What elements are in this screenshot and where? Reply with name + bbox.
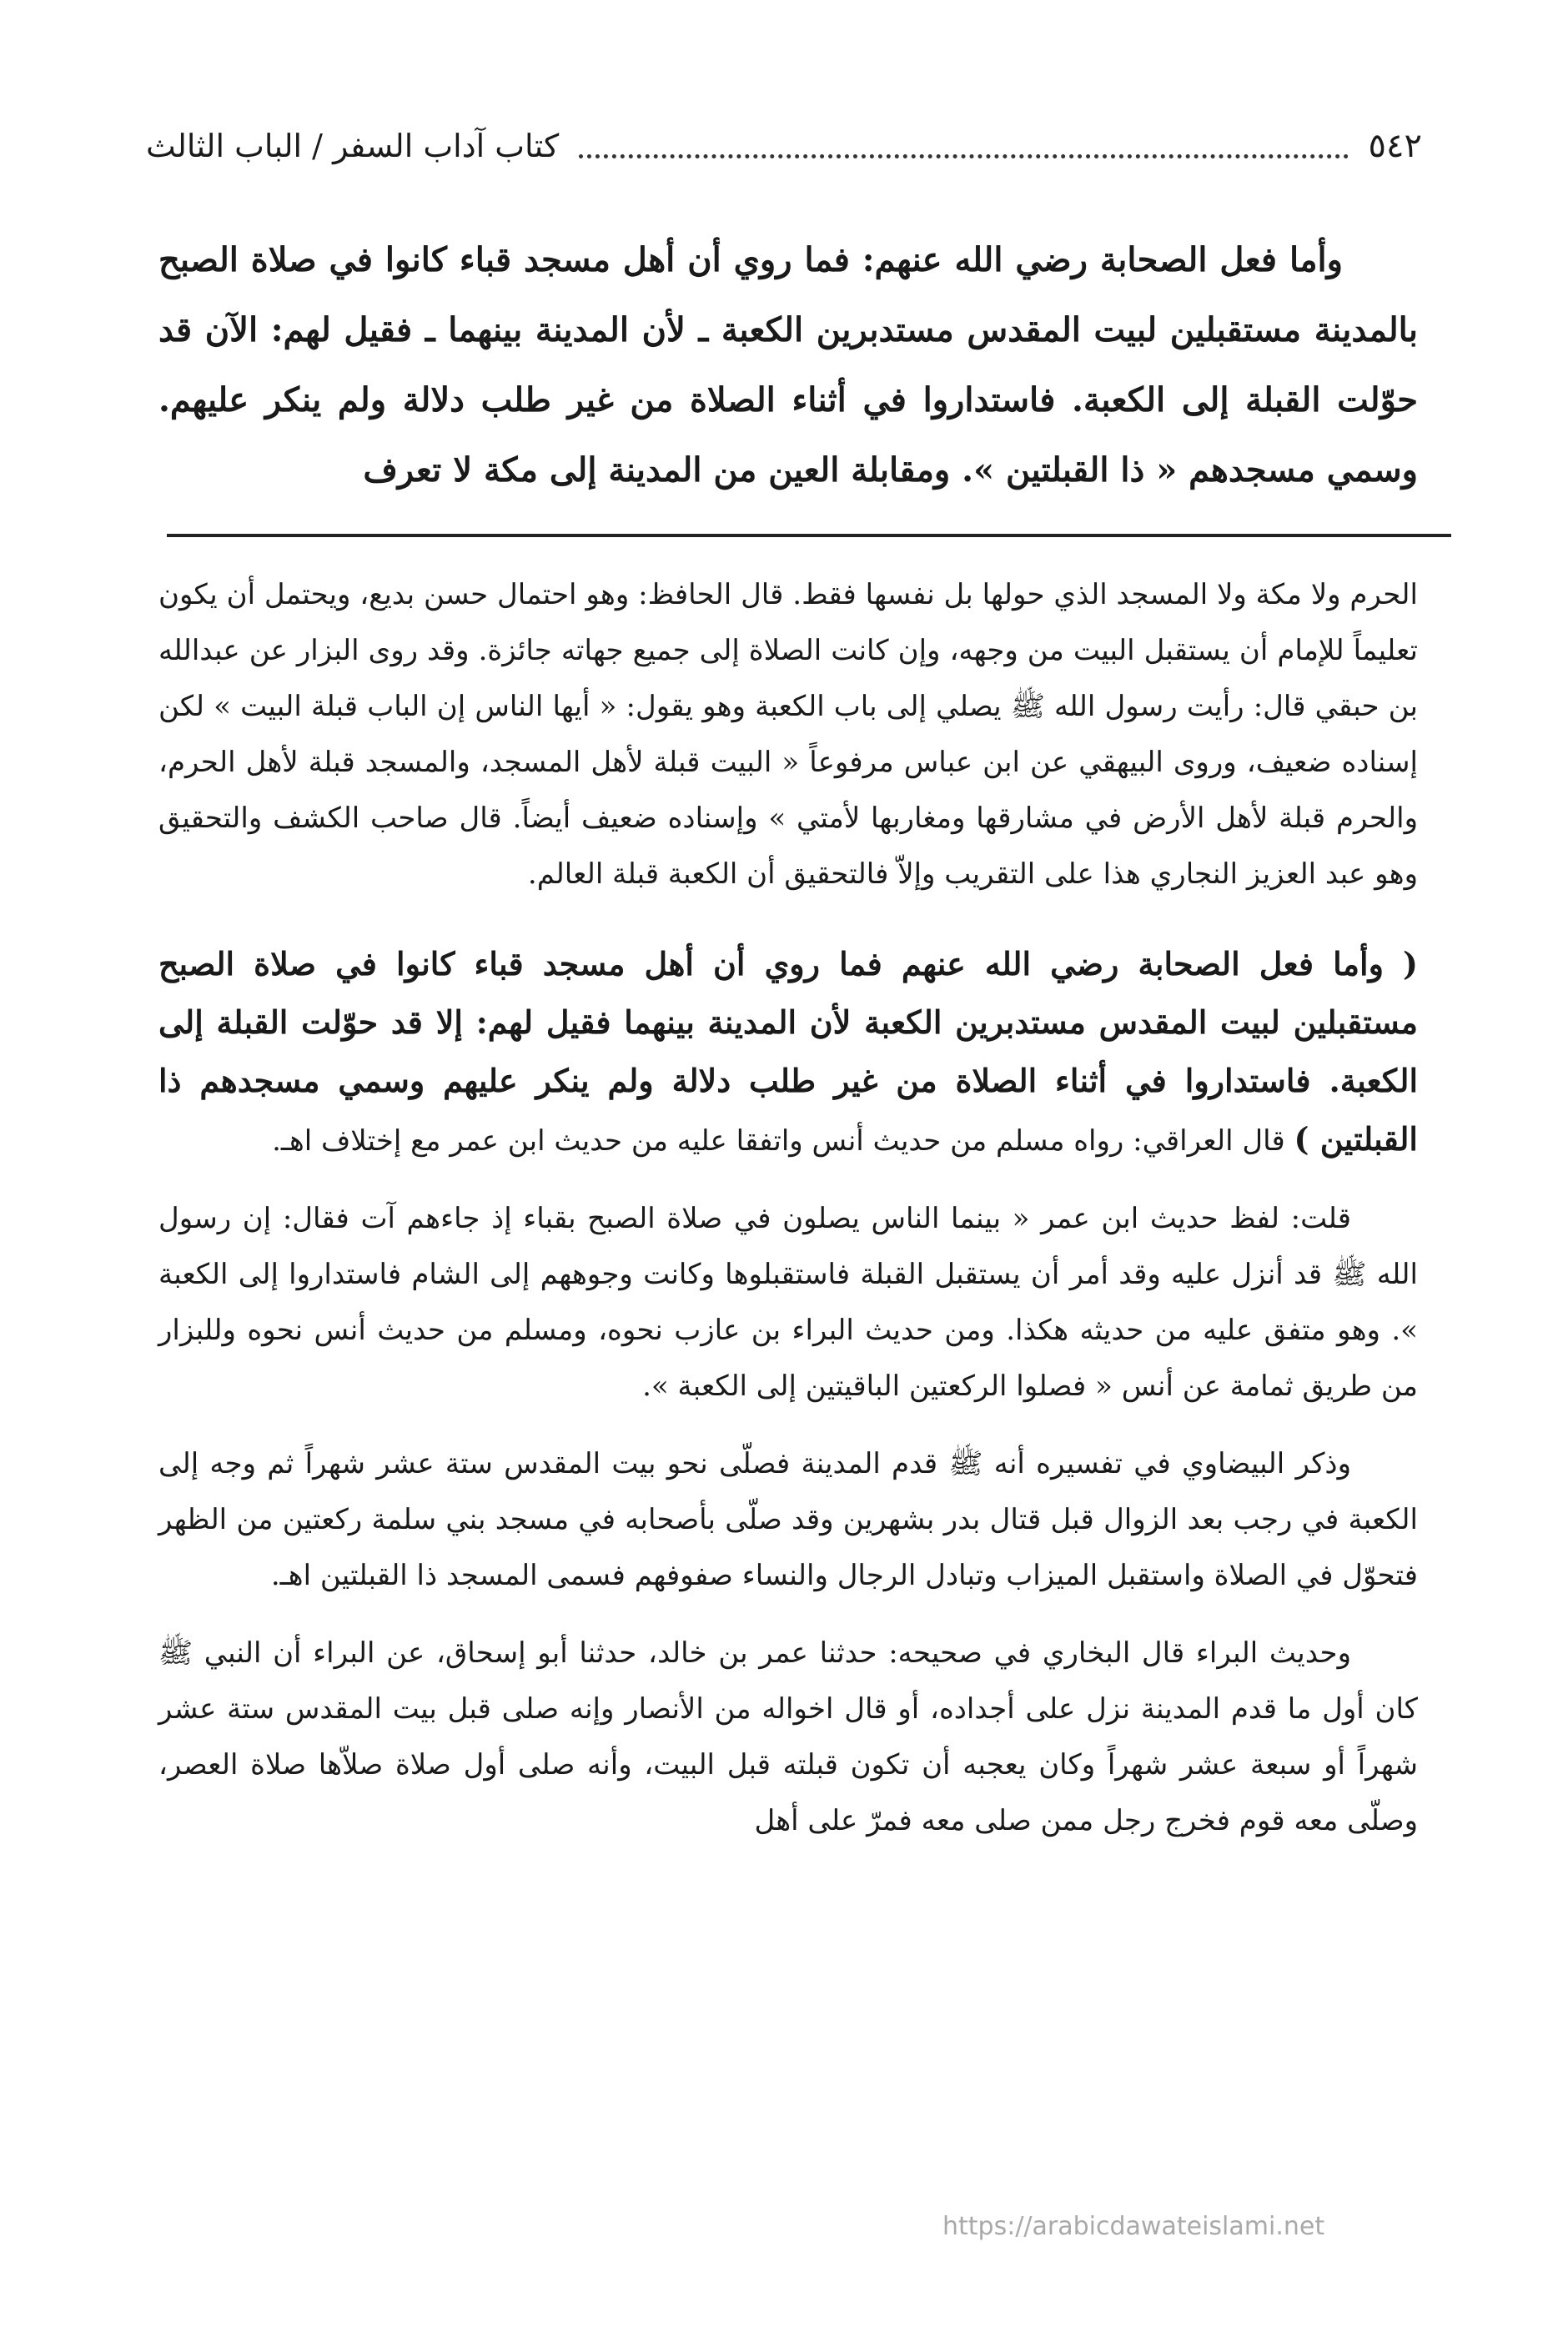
commentary-block	[158, 567, 1418, 1871]
main-text-paragraph: وأما فعل الصحابة رضي الله عنهم: فما روي أن أهل مسجد قباء كانوا في صلاة الصبح بالمدينة مستقبلين لبيت المقدس مستدبرين الكعبة ـ لأن المدينة بينهما ـ فقيل لهم: الآن قد حوّلت القبلة إلى الكعبة. فاستداروا في أثناء الصلاة من غير طلب دلالة ولم ينكر عليهم. وسمي مسجدهم « ذا القبلتين ». ومقابلة العين من المدينة إلى مكة لا تعرف	[158, 240, 1418, 490]
commentary-paragraph-2	[158, 936, 1418, 1169]
quoted-matn-text: ( وأما فعل الصحابة رضي الله عنهم فما روي أن أهل مسجد قباء كانوا في صلاة الصبح مستقبلين لبيت المقدس مستدبرين الكعبة لأن المدينة بينهما فقيل لهم: إلا قد حوّلت القبلة إلى الكعبة. فاستداروا في أثناء الصلاة من غير طلب دلالة ولم ينكر عليهم وسمي مسجدهم ذا القبلتين )	[158, 945, 1418, 1158]
header-title: كتاب آداب السفر / الباب الثالث	[146, 128, 560, 164]
commentary-paragraph-1: الحرم ولا مكة ولا المسجد الذي حولها بل نفسها فقط. قال الحافظ: وهو احتمال حسن بديع، ويحتمل أن يكون تعليماً للإمام أن يستقبل البيت من وجهه، وإن كانت الصلاة إلى جميع جهاته جائزة. وقد روى البزار عن عبدالله بن حبقي قال: رأيت رسول الله ﷺ يصلي إلى باب الكعبة وهو يقول: « أيها الناس إن الباب قبلة البيت » لكن إسناده ضعيف، وروى البيهقي عن ابن عباس مرفوعاً « البيت قبلة لأهل المسجد، والمسجد قبلة لأهل الحرم، والحرم قبلة لأهل الأرض في مشارقها ومغاربها لأمتي » وإسناده ضعيف أيضاً. قال صاحب الكشف والتحقيق وهو عبد العزيز النجاري هذا على التقريب وإلاّ فالتحقيق أن الكعبة قبلة العالم.	[158, 578, 1418, 891]
footnote-separator-line	[167, 534, 1451, 537]
commentary-paragraph-5: وحديث البراء قال البخاري في صحيحه: حدثنا عمر بن خالد، حدثنا أبو إسحاق، عن البراء أن النبي ﷺ كان أول ما قدم المدينة نزل على أجداده، أو قال اخواله من الأنصار وإنه صلى قبل بيت المقدس ستة عشر شهراً أو سبعة عشر شهراً وكان يعجبه أن تكون قبلته قبل البيت، وأنه صلى أول صلاة صلاّها صلاة العصر، وصلّى معه قوم فخرج رجل ممن صلى معه فمرّ على أهل	[158, 1636, 1418, 1837]
main-text-block	[158, 225, 1418, 505]
commentary-paragraph-4: وذكر البيضاوي في تفسيره أنه ﷺ قدم المدينة فصلّى نحو بيت المقدس ستة عشر شهراً ثم وجه إلى الكعبة في رجب بعد الزوال قبل قتال بدر بشهرين وقد صلّى بأصحابه في مسجد بني سلمة ركعتين من الظهر فتحوّل في الصلاة واستقبل الميزاب وتبادل الرجال والنساء صفوفهم فسمى المسجد ذا القبلتين اهـ.	[158, 1447, 1418, 1592]
watermark-url: https://arabicdawateislami.net	[942, 2212, 1325, 2241]
commentary-paragraph-2-rest: قال العراقي: رواه مسلم من حديث أنس واتفقا عليه من حديث ابن عمر مع إختلاف اهـ.	[272, 1124, 1294, 1158]
running-header	[146, 117, 1422, 175]
header-leader-dots	[579, 154, 1348, 158]
page-number: ٥٤٢	[1368, 127, 1422, 165]
commentary-paragraph-3: قلت: لفظ حديث ابن عمر « بينما الناس يصلون في صلاة الصبح بقباء إذ جاءهم آت فقال: إن رسول الله ﷺ قد أنزل عليه وقد أمر أن يستقبل القبلة فاستقبلوها وكانت وجوههم إلى الشام فاستداروا إلى الكعبة ». وهو متفق عليه من حديثه هكذا. ومن حديث البراء بن عازب نحوه، ومسلم من حديث أنس نحوه وللبزار من طريق ثمامة عن أنس « فصلوا الركعتين الباقيتين إلى الكعبة ».	[158, 1202, 1418, 1403]
